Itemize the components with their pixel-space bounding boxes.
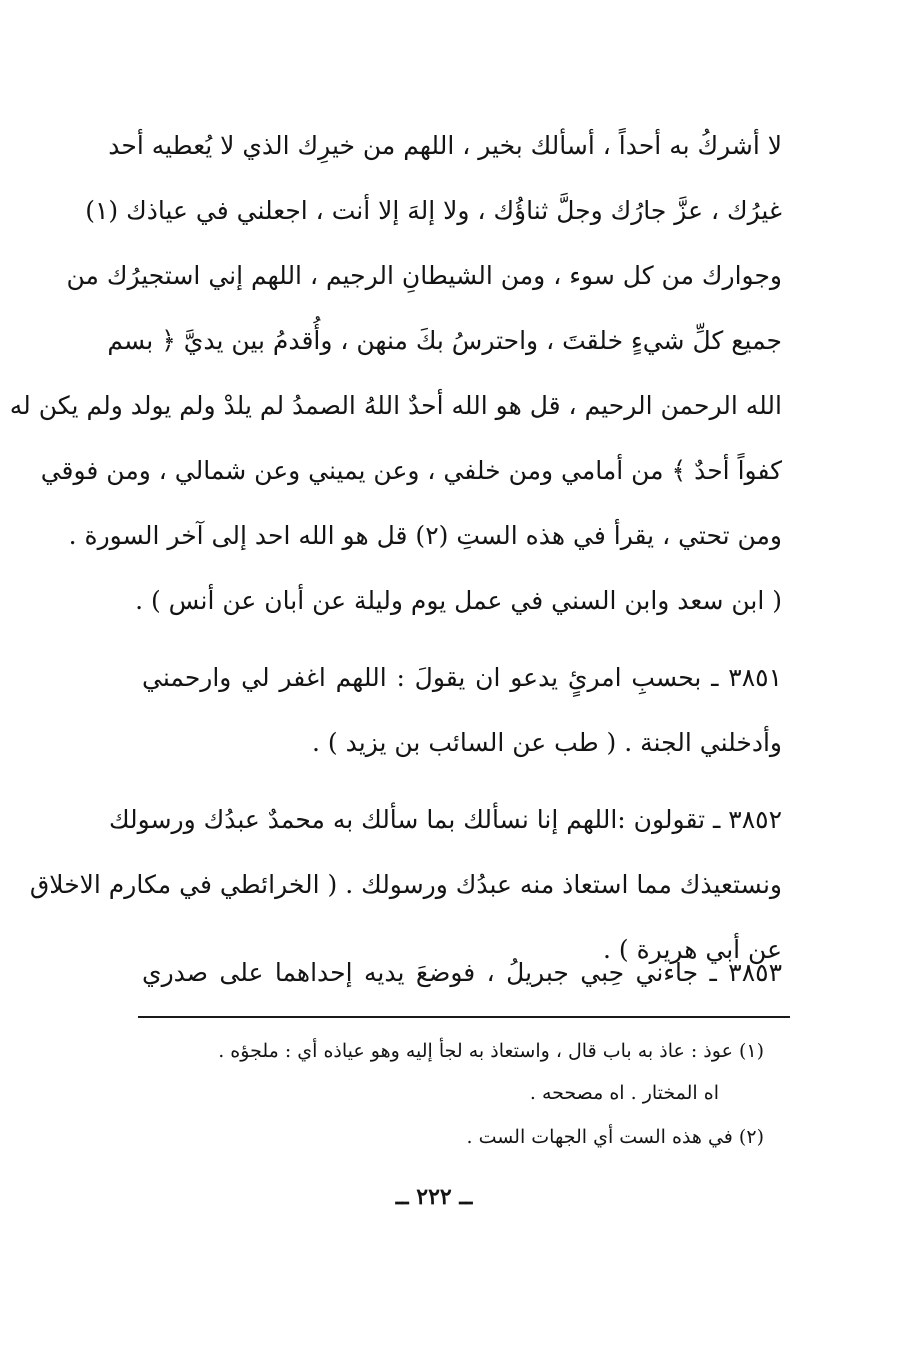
hadith-3852-line: عن أبي هريرة ) . (602, 935, 782, 964)
footnote-1: (١) عوذ : عاذ به باب قال ، واستعاذ به لجأ إليه وهو عياذه أي : ملجؤه . (218, 1040, 764, 1062)
page-number: ــ ٢٢٢ ــ (395, 1184, 473, 1210)
text-line: لا أشركُ به أحداً ، أسألك بخير ، اللهم من خيرِك الذي لا يُعطيه أحد (108, 131, 782, 160)
hadith-3851-line: ٣٨٥١ ـ بحسبِ امرئٍ يدعو ان يقولَ : اللهم اغفر لي وارحمني (142, 663, 782, 692)
hadith-3852-line: ٣٨٥٢ ـ تقولون :اللهم إنا نسألك بما سألك به محمدٌ عبدُك ورسولك (108, 805, 782, 834)
hadith-3851-line: وأدخلني الجنة . ( طب عن السائب بن يزيد ) . (312, 728, 782, 757)
footnote-1-continuation: اه المختار . اه مصححه . (529, 1082, 719, 1104)
footnote-2: (٢) في هذه الست أي الجهات الست . (466, 1126, 764, 1148)
text-line: ومن تحتي ، يقرأ في هذه الستِ (٢) قل هو الله احد إلى آخر السورة . (68, 521, 782, 550)
text-line: جميع كلِّ شيءٍ خلقتَ ، واحترسُ بكَ منهن ، وأُقدمُ بين يديَّ ﴿ بسم (107, 326, 782, 355)
hadith-3853-line: ٣٨٥٣ ـ جاءني حِبي جبريلُ ، فوضعَ يديه إحداهما على صدري (142, 958, 782, 987)
text-line: كفواً أحدٌ ﴾ من أمامي ومن خلفي ، وعن يميني وعن شمالي ، ومن فوقي (40, 456, 782, 485)
text-line: غيرُك ، عزَّ جارُك وجلَّ ثناؤُك ، ولا إلهَ إلا أنت ، اجعلني في عياذك (١) (85, 196, 782, 225)
text-line: ( ابن سعد وابن السني في عمل يوم وليلة عن أبان عن أنس ) . (135, 586, 782, 615)
hadith-3852-line: ونستعيذك مما استعاذ منه عبدُك ورسولك . ( الخرائطي في مكارم الاخلاق (29, 870, 782, 899)
text-line: الله الرحمن الرحيم ، قل هو الله أحدٌ اللهُ الصمدُ لم يلدْ ولم يولد ولم يكن له (9, 391, 782, 420)
text-line: وجوارك من كل سوء ، ومن الشيطانِ الرجيم ، اللهم إني استجيرُك من (66, 261, 782, 290)
footnote-divider (138, 1016, 790, 1018)
